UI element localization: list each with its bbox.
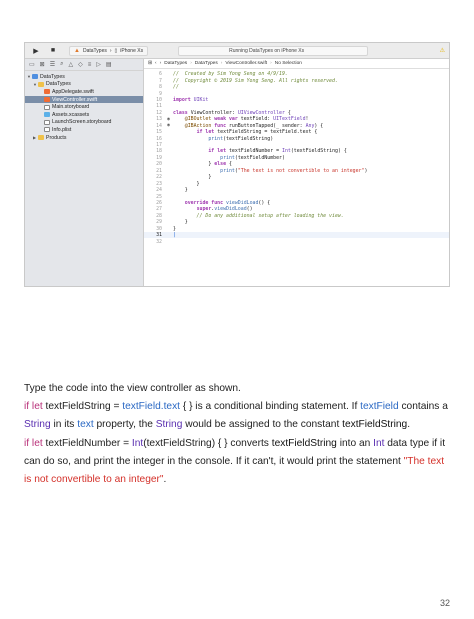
code-keyword: if let [24, 401, 43, 413]
disclosure-right-icon[interactable]: ▶ [33, 135, 37, 141]
line-number: 26 [156, 199, 162, 206]
plist-icon [44, 127, 50, 132]
line-number: 29 [156, 219, 162, 226]
paragraph-int-conversion [24, 435, 454, 490]
tree-item-project[interactable] [25, 73, 143, 81]
body-text [24, 380, 454, 489]
tree-item-file[interactable] [25, 119, 143, 127]
text-run: . [407, 419, 411, 431]
text-run: textFieldString = [42, 401, 123, 413]
source-code[interactable] [144, 71, 450, 245]
folder-icon [38, 135, 44, 140]
code-text: if let textFieldNumber = Int(textFieldString) { [208, 148, 347, 155]
text-run: contains a [398, 401, 448, 413]
code-text: print(textFieldNumber) [220, 154, 285, 161]
app-icon: ▲ [74, 47, 80, 54]
text-run: data type if it can do so, and print the integer in the console. If it can't, it would print the statement [24, 437, 446, 467]
line-number: 20 [156, 161, 162, 168]
breadcrumb-item[interactable]: No Selection [274, 61, 302, 66]
code-text: } [173, 187, 188, 194]
breadcrumb-item[interactable]: ViewController.swift [225, 61, 268, 66]
line-number: 18 [156, 148, 162, 155]
status-text: Running DataTypes on iPhone Xs [229, 47, 305, 54]
code-identifier: textField [360, 401, 399, 413]
source-control-icon[interactable]: ⊠ [39, 62, 45, 68]
line-number: 11 [156, 103, 162, 110]
code-constant: textFieldString [342, 419, 408, 431]
tree-item-label: DataTypes [40, 73, 65, 80]
code-text: } [173, 219, 188, 226]
line-number: 32 [156, 238, 162, 245]
text-run: would be assigned to the constant [182, 419, 343, 431]
report-icon[interactable]: ▤ [105, 62, 112, 68]
debug-icon[interactable]: ≡ [87, 61, 92, 68]
code-constant: textFieldString [271, 437, 337, 449]
line-number: 21 [156, 167, 162, 174]
text-run: { } is a conditional binding statement. If [180, 401, 361, 413]
tree-item-label: Assets.xcassets [52, 111, 90, 118]
code-text: // Created by Sim Yong Seng on 4/9/19. [173, 71, 288, 78]
code-string: "The text is not convertible to an integer" [24, 455, 445, 486]
assets-icon [44, 112, 50, 117]
storyboard-icon [44, 105, 50, 110]
project-icon [32, 74, 38, 79]
tree-item-file-selected[interactable] [25, 96, 143, 104]
code-line[interactable] [144, 238, 450, 244]
text-run: property, the [93, 419, 156, 431]
storyboard-icon [44, 120, 50, 125]
text-run: textFieldNumber = [42, 437, 132, 449]
paragraph-intro: Type the code into the view controller as shown. [24, 383, 241, 394]
line-number: 22 [156, 174, 162, 181]
swift-file-icon [44, 89, 50, 94]
tree-item-label: LaunchScreen.storyboard [52, 119, 112, 126]
code-text: class ViewController: UIViewController { [173, 109, 291, 116]
xcode-screenshot [24, 42, 450, 287]
chevron-right-icon: › [190, 61, 192, 66]
symbol-icon[interactable]: ☰ [49, 62, 56, 68]
code-text: super.viewDidLoad() [196, 206, 253, 213]
warning-icon[interactable]: ⚠ [439, 48, 445, 54]
paragraph-textfield-binding [24, 398, 454, 434]
line-number: 24 [156, 187, 162, 194]
related-items-icon[interactable]: ⊞ [148, 61, 153, 66]
code-type: Int [373, 437, 385, 449]
chevron-right-icon: › [109, 47, 112, 54]
code-text: @IBOutlet weak var textField: UITextField! [184, 116, 309, 123]
code-type: Int [131, 437, 144, 449]
code-text: } [173, 180, 200, 187]
folder-icon[interactable]: ▭ [29, 62, 35, 68]
code-text: } [173, 225, 176, 232]
text-run: (textFieldString) { } converts [143, 437, 272, 449]
code-identifier: textField.text [122, 401, 181, 413]
line-number: 30 [156, 225, 162, 232]
code-text: print(textFieldString) [208, 135, 274, 142]
line-number: 8 [159, 84, 162, 91]
line-number: 17 [156, 142, 162, 149]
back-icon[interactable]: ‹ [155, 61, 157, 66]
tree-item-file[interactable] [25, 126, 143, 134]
jump-bar [144, 59, 450, 69]
line-number: 13 [156, 116, 162, 123]
tree-item-label: Products [46, 134, 67, 141]
tree-item-label: Main.storyboard [52, 104, 90, 111]
code-text: // [173, 84, 179, 91]
connection-dot-icon[interactable]: ◉ [167, 116, 170, 122]
stop-icon[interactable]: ■ [50, 47, 56, 54]
issue-icon[interactable]: △ [68, 62, 74, 68]
tree-item-label: AppDelegate.swift [52, 88, 94, 95]
project-navigator [25, 59, 144, 287]
activity-status [178, 46, 368, 56]
code-text: import UIKit [173, 96, 209, 103]
chevron-right-icon: › [220, 61, 223, 66]
code-text: @IBAction func runButtonTapped(_ sender: Any) { [184, 122, 324, 129]
line-number: 10 [156, 96, 162, 103]
code-text: if let textFieldString = textField.text { [196, 129, 318, 136]
line-number: 7 [159, 77, 162, 84]
search-icon[interactable]: ⌕ [60, 61, 64, 67]
tree-item-group[interactable] [25, 81, 143, 89]
text-run: in its [50, 419, 78, 431]
tree-item-file[interactable] [25, 103, 143, 111]
chevron-right-icon: › [270, 61, 272, 66]
text-run: . [163, 474, 167, 486]
breakpoint-icon[interactable]: ▷ [96, 62, 101, 68]
tree-item-label: DataTypes [46, 81, 71, 88]
code-text: print("The text is not convertible to an integer") [220, 167, 368, 174]
tree-item-file[interactable] [25, 111, 143, 119]
line-number: 16 [156, 135, 162, 142]
code-type: String [24, 419, 51, 431]
scheme-selector[interactable] [69, 46, 148, 56]
line-number: 19 [156, 154, 162, 161]
code-editor[interactable] [144, 59, 450, 287]
folder-icon [38, 82, 44, 87]
line-number: 12 [156, 109, 162, 116]
code-text: } [173, 174, 212, 181]
test-icon[interactable]: ◇ [78, 62, 83, 68]
scheme-project: DataTypes [82, 47, 107, 54]
code-keyword: if let [24, 437, 43, 449]
text-run: into an [336, 437, 374, 449]
code-text: // Do any additional setup after loading the view. [173, 212, 344, 219]
code-text: override func viewDidLoad() { [184, 199, 271, 206]
line-number: 15 [156, 129, 162, 136]
line-number: 31 [156, 232, 162, 239]
file-tree [25, 71, 143, 141]
line-number: 9 [159, 90, 162, 97]
line-number: 6 [159, 71, 162, 78]
tree-item-file[interactable] [25, 88, 143, 96]
swift-file-icon [44, 97, 50, 102]
tree-item-label: ViewController.swift [52, 96, 98, 103]
line-number: 27 [156, 206, 162, 213]
navigator-tabs [25, 59, 143, 71]
code-text: } else { [173, 161, 232, 168]
code-text: // Copyright © 2019 Sim Yong Seng. All rights reserved. [173, 77, 338, 84]
run-icon[interactable]: ▶ [33, 47, 39, 55]
scheme-device: iPhone Xs [120, 47, 144, 54]
code-type: String [155, 419, 183, 431]
line-number: 14 [156, 122, 162, 129]
tree-item-label: Info.plist [52, 126, 72, 133]
xcode-toolbar [25, 43, 450, 59]
line-number: 23 [156, 180, 162, 187]
device-icon: ▯ [114, 47, 118, 54]
tree-item-group[interactable] [25, 134, 143, 142]
disclosure-down-icon[interactable]: ▼ [33, 81, 37, 87]
code-text: | [173, 232, 176, 239]
forward-icon[interactable]: › [159, 61, 162, 66]
breadcrumb-item[interactable]: DataTypes [164, 61, 188, 66]
connection-dot-icon[interactable]: ◉ [167, 123, 170, 129]
breadcrumb-item[interactable]: DataTypes [194, 61, 218, 66]
line-number: 28 [156, 212, 162, 219]
disclosure-down-icon[interactable]: ▼ [27, 74, 31, 80]
line-number: 25 [156, 193, 162, 200]
page-number: 32 [439, 598, 450, 608]
code-identifier: text [77, 419, 94, 431]
